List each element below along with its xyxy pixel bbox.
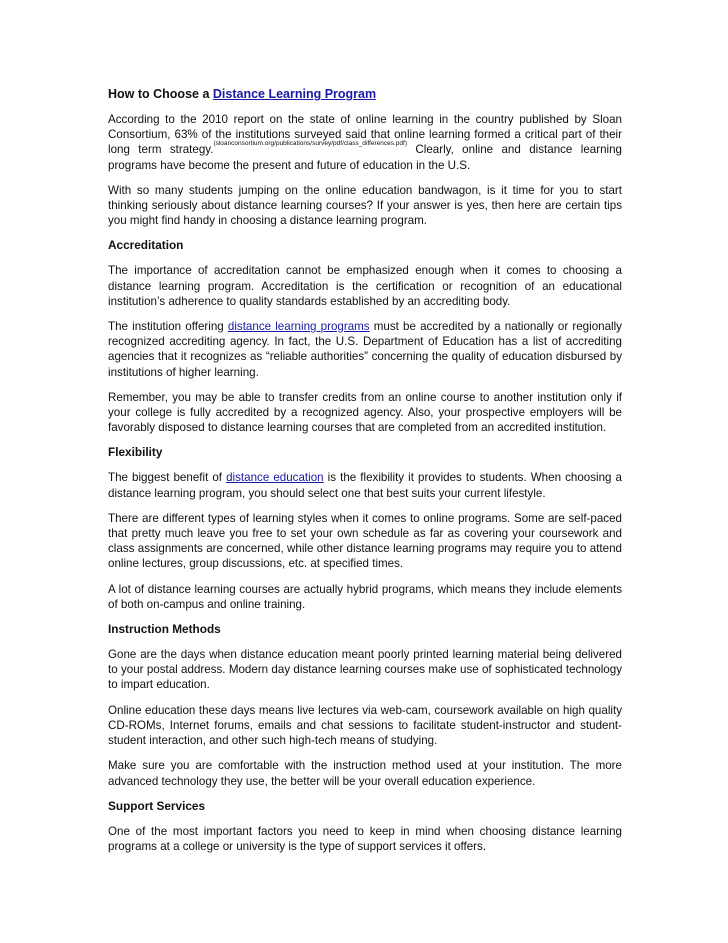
intro-text-a: According to the 2010 report on the state of online learning in the country published by Sloan Consortium, 63% of the institutions surveyed said that online learning formed a critical part of their long term strategy. [108,113,622,157]
intro-text-b: Clearly, online and distance learning programs have become the present and future of education in the U.S. [108,143,623,172]
flexibility-paragraph-1 [108,470,622,500]
title-link[interactable]: Distance Learning Program [212,87,377,101]
instruction-paragraph-1: Gone are the days when distance education meant poorly printed learning material being delivered to your postal address. Modern day distance learning courses make use of sophisticated technology to impart education. [108,648,622,692]
title-prefix: How to Choose a [108,87,213,101]
heading-flexibility: Flexibility [108,445,163,460]
heading-support-services: Support Services [108,798,206,813]
heading-instruction-methods: Instruction Methods [108,622,221,637]
accreditation-p2-text-b: must be accredited by a nationally or regionally recognized accrediting agency. In fact, the U.S. Department of Education has a list of accrediting agencies that it recognizes as “reliable authorities” concerning the quality of education disbursed by institutions of higher learning. [108,320,622,379]
accreditation-p2-text-a: The institution offering [108,320,228,334]
heading-accreditation: Accreditation [108,238,184,253]
distance-learning-programs-link[interactable]: distance learning programs [227,320,370,334]
flexibility-paragraph-2: There are different types of learning styles when it comes to online programs. Some are self-paced that pretty much leave you free to set your own schedule as far as covering your coursework and class assignments are concerned, while other distance learning programs may require you to attend online lectures, group discussions, etc. at specified times. [108,511,622,571]
accreditation-paragraph-1: The importance of accreditation cannot be emphasized enough when it comes to choosing a distance learning program. Accreditation is the certification or recognition of an educational institution’s adherence to quality standards established by an accrediting body. [108,264,622,308]
instruction-paragraph-3: Make sure you are comfortable with the instruction method used at your institution. The more advanced technology they use, the better will be your overall education experience. [108,759,622,788]
citation-note: (sloanconsortium.org/publications/survey/pdf/class_differences.pdf) [213,140,407,148]
intro-paragraph-1 [108,112,622,173]
distance-education-link[interactable]: distance education [226,471,324,485]
flexibility-p1-text-b: is the flexibility it provides to students. When choosing a distance learning program, you should select one that best suits your current lifestyle. [108,471,623,500]
accreditation-paragraph-2 [108,319,622,380]
flexibility-paragraph-3: A lot of distance learning courses are actually hybrid programs, which means they include elements of both on-campus and online training. [108,582,622,611]
page-title [108,86,622,102]
instruction-paragraph-2: Online education these days means live lectures via web-cam, coursework available on high quality CD-ROMs, Internet forums, emails and chat sessions to facilitate student-instructor and student-student interaction, and other such high-tech means of studying. [108,703,622,748]
accreditation-paragraph-3: Remember, you may be able to transfer credits from an online course to another institution only if your college is fully accredited by a recognized agency. Also, your prospective employers will be favorably disposed to distance learning courses that are completed from an accredited institution. [108,390,622,435]
document-page [108,86,622,864]
intro-paragraph-2: With so many students jumping on the online education bandwagon, is it time for you to start thinking seriously about distance learning courses? If your answer is yes, then here are certain tips you might find handy in choosing a distance learning program. [108,183,622,228]
support-paragraph-1: One of the most important factors you need to keep in mind when choosing distance learning programs at a college or university is the type of support services it offers. [108,824,622,853]
flexibility-p1-text-a: The biggest benefit of [108,471,227,485]
